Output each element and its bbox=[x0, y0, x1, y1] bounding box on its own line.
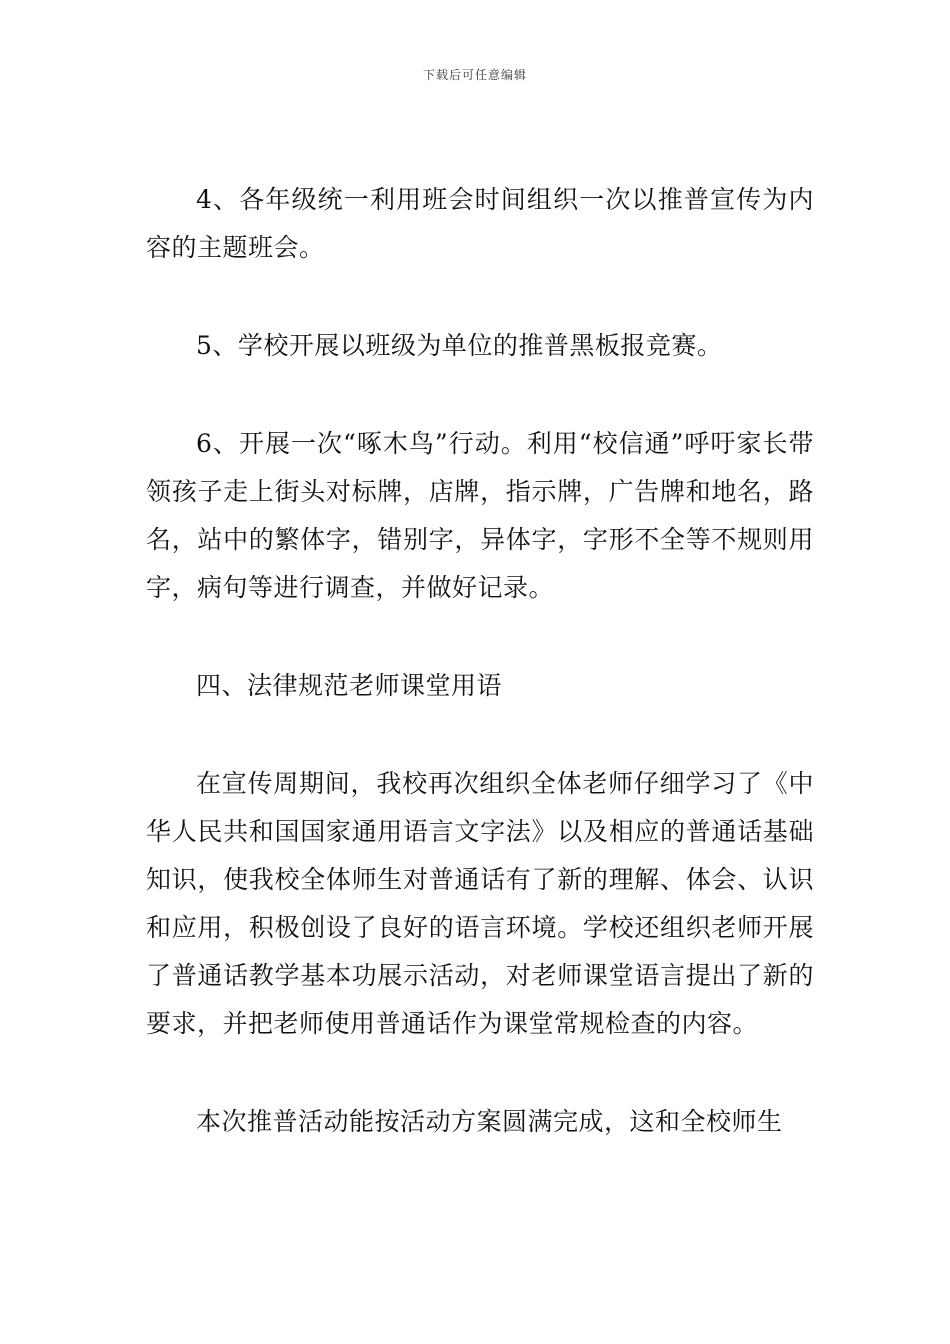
paragraph-item-6: 6、开展一次“啄木鸟”行动。利用“校信通”呼吁家长带领孩子走上街头对标牌，店牌，指示牌，广告牌和地名，路名，站中的繁体字，错别字，异体字，字形不全等不规则用字，病句等进行调查，并做好记录。 bbox=[146, 429, 814, 602]
paragraph-gap bbox=[146, 710, 814, 760]
paragraph-gap bbox=[146, 1048, 814, 1098]
paragraph-gap bbox=[146, 370, 814, 420]
closing-paragraph: 本次推普活动能按活动方案圆满完成，这和全校师生 bbox=[196, 1107, 783, 1136]
paragraph-item-5: 5、学校开展以班级为单位的推普黑板报竞赛。 bbox=[196, 331, 723, 360]
paragraph-gap bbox=[146, 272, 814, 322]
paragraph-item-4: 4、各年级统一利用班会时间组织一次以推普宣传为内容的主题班会。 bbox=[146, 185, 814, 262]
body-paragraph: 在宣传周期间，我校再次组织全体老师仔细学习了《中华人民共和国国家通用语言文字法》以及相应的普通话基础知识，使我校全体师生对普通话有了新的理解、体会、认识和应用，积极创设了良好的语言环境。学校还组织老师开展了普通话教学基本功展示活动，对老师课堂语言提出了新的要求，并把老师使用普通话作为课堂常规检查的内容。 bbox=[146, 769, 814, 1038]
paragraph-gap bbox=[146, 612, 814, 662]
document-body bbox=[146, 176, 814, 1146]
section-heading: 四、法律规范老师课堂用语 bbox=[196, 671, 503, 700]
page-header: 下载后可任意编辑 bbox=[422, 68, 527, 82]
